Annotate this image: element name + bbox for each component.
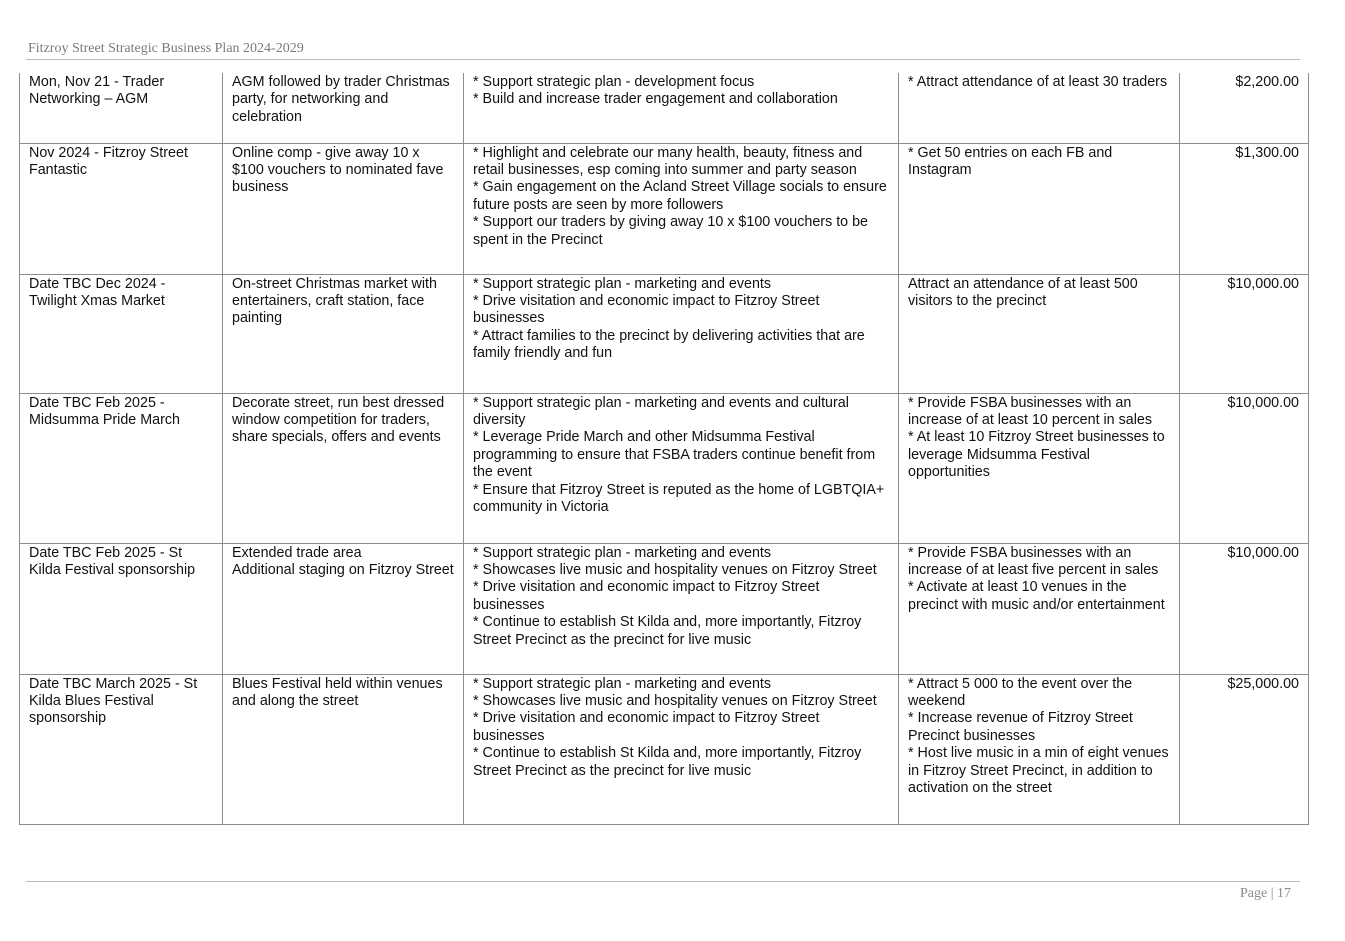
cost-cell: $10,000.00 [1180,393,1309,543]
objectives-cell: * Support strategic plan - marketing and events * Showcases live music and hospitality venues on Fitzroy Street * Drive visitation and economic impact to Fitzroy Street businesses * Continue to establish St Kilda and, more importantly, Fitzroy Street Precinct as the precinct for live music [464,674,899,824]
targets-cell: * Attract 5 000 to the event over the weekend * Increase revenue of Fitzroy Street Precinct businesses * Host live music in a min of eight venues in Fitzroy Street Precinct, in addition to activation on the street [899,674,1180,824]
table-row [20,143,1309,274]
description-cell: Extended trade area Additional staging on Fitzroy Street [223,543,464,674]
cost-cell: $25,000.00 [1180,674,1309,824]
table-row [20,73,1309,143]
description-cell: Online comp - give away 10 x $100 vouchers to nominated fave business [223,143,464,274]
cost-cell: $10,000.00 [1180,274,1309,393]
objectives-cell: * Support strategic plan - marketing and events * Drive visitation and economic impact to Fitzroy Street businesses * Attract families to the precinct by delivering activities that are family friendly and fun [464,274,899,393]
footer-divider [26,881,1300,882]
event-cell: Mon, Nov 21 - Trader Networking – AGM [20,73,223,143]
targets-cell: * Attract attendance of at least 30 traders [899,73,1180,143]
cost-cell: $2,200.00 [1180,73,1309,143]
cost-cell: $10,000.00 [1180,543,1309,674]
event-cell: Date TBC Feb 2025 - Midsumma Pride March [20,393,223,543]
page-number: Page | 17 [1240,886,1292,901]
description-cell: On-street Christmas market with entertainers, craft station, face painting [223,274,464,393]
event-cell: Nov 2024 - Fitzroy Street Fantastic [20,143,223,274]
table-row [20,543,1309,674]
event-cell: Date TBC Dec 2024 - Twilight Xmas Market [20,274,223,393]
cost-cell: $1,300.00 [1180,143,1309,274]
description-cell: AGM followed by trader Christmas party, for networking and celebration [223,73,464,143]
targets-cell: * Get 50 entries on each FB and Instagram [899,143,1180,274]
event-cell: Date TBC March 2025 - St Kilda Blues Festival sponsorship [20,674,223,824]
objectives-cell: * Highlight and celebrate our many health, beauty, fitness and retail businesses, esp coming into summer and party season * Gain engagement on the Acland Street Village socials to ensure future posts are seen by more followers * Support our traders by giving away 10 x $100 vouchers to be spent in the Precinct [464,143,899,274]
table-row [20,393,1309,543]
table-row [20,274,1309,393]
header-divider [26,59,1300,60]
description-cell: Decorate street, run best dressed window competition for traders, share specials, offers and events [223,393,464,543]
objectives-cell: * Support strategic plan - marketing and events and cultural diversity * Leverage Pride March and other Midsumma Festival programming to ensure that FSBA traders continue benefit from the event * Ensure that Fitzroy Street is reputed as the home of LGBTQIA+ community in Victoria [464,393,899,543]
objectives-cell: * Support strategic plan - marketing and events * Showcases live music and hospitality venues on Fitzroy Street * Drive visitation and economic impact to Fitzroy Street businesses * Continue to establish St Kilda and, more importantly, Fitzroy Street Precinct as the precinct for live music [464,543,899,674]
targets-cell: * Provide FSBA businesses with an increase of at least five percent in sales * Activate at least 10 venues in the precinct with music and/or entertainment [899,543,1180,674]
targets-cell: Attract an attendance of at least 500 visitors to the precinct [899,274,1180,393]
page-header-title: Fitzroy Street Strategic Business Plan 2024-2029 [28,41,304,56]
event-cell: Date TBC Feb 2025 - St Kilda Festival sponsorship [20,543,223,674]
table-row [20,674,1309,824]
targets-cell: * Provide FSBA businesses with an increase of at least 10 percent in sales * At least 10 Fitzroy Street businesses to leverage Midsumma Festival opportunities [899,393,1180,543]
events-table [19,73,1309,825]
description-cell: Blues Festival held within venues and along the street [223,674,464,824]
objectives-cell: * Support strategic plan - development focus * Build and increase trader engagement and collaboration [464,73,899,143]
